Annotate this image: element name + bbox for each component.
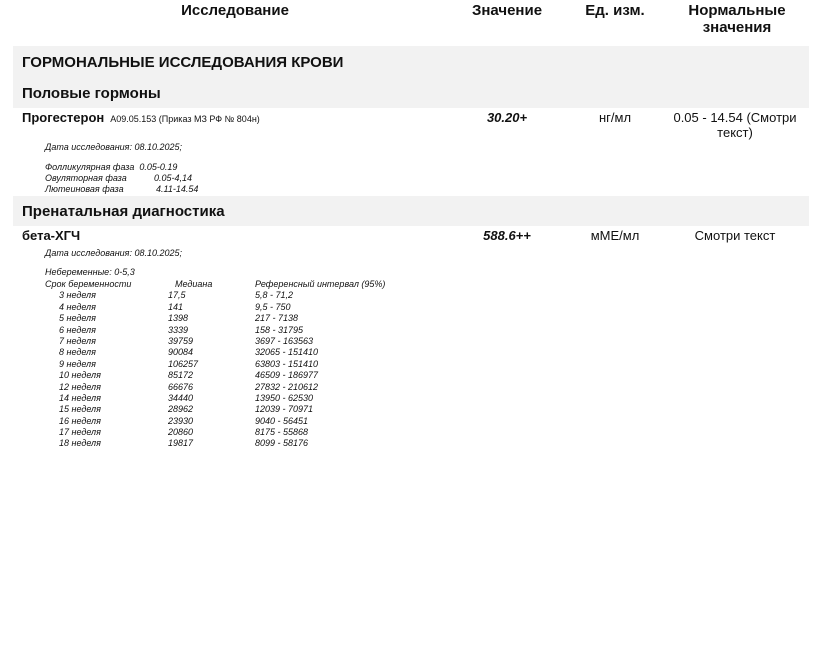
table-cell-ref: 63803 - 151410 xyxy=(255,358,319,369)
table-cell-ref: 158 - 31795 xyxy=(255,324,304,335)
table-cell-week: 9 неделя xyxy=(59,358,96,369)
header-test-name: Исследование xyxy=(181,2,289,19)
test-norm-beta-hcg: Смотри текст xyxy=(694,228,776,243)
table-cell-median: 39759 xyxy=(168,335,194,346)
table-cell-week: 7 неделя xyxy=(59,335,96,346)
table-cell-median: 23930 xyxy=(168,415,194,426)
table-cell-median: 85172 xyxy=(168,370,194,381)
table-cell-week: 12 неделя xyxy=(59,381,101,392)
table-cell-week: 8 неделя xyxy=(59,347,96,358)
phase-label: Лютеиновая фаза xyxy=(45,184,124,194)
table-cell-median: 1398 xyxy=(168,313,189,324)
table-cell-ref: 46509 - 186977 xyxy=(255,370,319,381)
table-cell-week: 16 неделя xyxy=(59,415,101,426)
table-header-week: Срок беременности xyxy=(45,279,132,289)
test-name-label: Прогестерон xyxy=(22,110,105,125)
group-title-prenatal: Пренатальная диагностика xyxy=(22,203,225,220)
table-cell-week: 6 неделя xyxy=(59,324,96,335)
phase-row xyxy=(45,173,192,183)
test-norm-progesterone: 0.05 - 14.54 (Смотри текст) xyxy=(673,110,797,140)
table-cell-week: 15 неделя xyxy=(59,404,101,415)
table-cell-week: 3 неделя xyxy=(59,290,96,301)
test-unit-beta-hcg: мМЕ/мл xyxy=(590,228,640,243)
table-cell-ref: 3697 - 163563 xyxy=(255,335,314,346)
table-cell-ref: 9,5 - 750 xyxy=(255,301,291,312)
table-cell-median: 17,5 xyxy=(168,290,186,301)
table-cell-ref: 13950 - 62530 xyxy=(255,392,314,403)
test-value-beta-hcg: 588.6++ xyxy=(483,228,531,243)
nonpregnant-note: Небеременные: 0-5,3 xyxy=(45,267,135,277)
test-name-progesterone xyxy=(22,110,260,125)
table-cell-median: 66676 xyxy=(168,381,194,392)
table-cell-week: 18 неделя xyxy=(59,438,101,449)
test-unit-progesterone: нг/мл xyxy=(598,110,632,125)
phase-label: Овуляторная фаза xyxy=(45,173,127,183)
date-note-progesterone: Дата исследования: 08.10.2025; xyxy=(45,142,183,152)
table-cell-ref: 8099 - 58176 xyxy=(255,438,309,449)
table-cell-week: 17 неделя xyxy=(59,427,101,438)
phase-range: 0.05-4,14 xyxy=(154,173,193,183)
table-cell-week: 14 неделя xyxy=(59,392,101,403)
table-cell-ref: 217 - 7138 xyxy=(255,313,299,324)
table-cell-ref: 5,8 - 71,2 xyxy=(255,290,294,301)
header-normal-values: Нормальные значения xyxy=(688,2,786,36)
table-cell-week: 4 неделя xyxy=(59,301,96,312)
table-cell-ref: 32065 - 151410 xyxy=(255,347,319,358)
table-cell-ref: 27832 - 210612 xyxy=(255,381,319,392)
table-cell-median: 141 xyxy=(168,301,184,312)
table-cell-median: 20860 xyxy=(168,427,194,438)
date-note-beta-hcg: Дата исследования: 08.10.2025; xyxy=(45,248,183,258)
phase-row xyxy=(45,162,177,172)
table-cell-ref: 8175 - 55868 xyxy=(255,427,309,438)
test-code: A09.05.153 (Приказ МЗ РФ № 804н) xyxy=(110,114,260,124)
table-cell-ref: 9040 - 56451 xyxy=(255,415,309,426)
table-header-ref: Референсный интервал (95%) xyxy=(255,279,386,289)
phase-row xyxy=(45,184,198,194)
section-title: ГОРМОНАЛЬНЫЕ ИССЛЕДОВАНИЯ КРОВИ xyxy=(22,54,344,71)
table-cell-median: 90084 xyxy=(168,347,194,358)
phase-range: 4.11-14.54 xyxy=(156,184,199,194)
table-cell-median: 34440 xyxy=(168,392,194,403)
table-cell-median: 28962 xyxy=(168,404,194,415)
test-value-progesterone: 30.20+ xyxy=(486,110,528,125)
phase-range: 0.05-0.19 xyxy=(139,162,178,172)
table-cell-median: 3339 xyxy=(168,324,189,335)
test-name-beta-hcg: бета-ХГЧ xyxy=(22,228,81,243)
table-cell-week: 10 неделя xyxy=(59,370,101,381)
table-header-median: Медиана xyxy=(175,279,213,289)
table-cell-median: 19817 xyxy=(168,438,194,449)
group-title-sex-hormones: Половые гормоны xyxy=(22,85,161,102)
table-cell-week: 5 неделя xyxy=(59,313,96,324)
phase-label: Фолликулярная фаза xyxy=(45,162,135,172)
header-value: Значение xyxy=(471,2,543,19)
table-cell-ref: 12039 - 70971 xyxy=(255,404,314,415)
header-unit: Ед. изм. xyxy=(585,2,645,19)
table-cell-median: 106257 xyxy=(168,358,199,369)
